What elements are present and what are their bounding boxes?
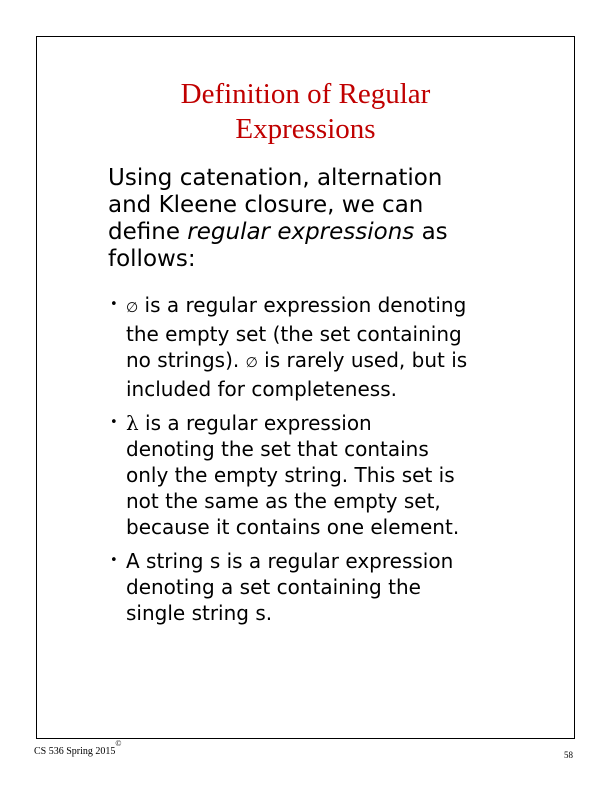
intro-line-1: Using catenation, alternation xyxy=(108,165,443,191)
empty-set-line-3-start: no strings). xyxy=(126,348,246,372)
lambda-line-2: denoting the set that contains xyxy=(126,437,429,461)
regular-expressions-emphasis: regular expressions xyxy=(187,219,415,245)
empty-set-line-1 xyxy=(126,292,548,321)
lambda-line-4: not the same as the empty set, xyxy=(126,489,441,513)
page-number: 58 xyxy=(564,750,573,760)
lambda-line-1-text: is a regular expression xyxy=(138,411,372,435)
string-line-3 xyxy=(126,600,548,626)
string-line-3-end: . xyxy=(265,601,273,625)
lambda-symbol: λ xyxy=(126,411,139,435)
empty-set-line-2: the empty set (the set containing xyxy=(126,322,462,346)
empty-set-line-1-text: is a regular expression denoting xyxy=(138,293,467,317)
string-line-1-end: is a regular expression xyxy=(220,549,454,573)
empty-set-line-3-end: is rarely used, but is xyxy=(257,348,468,372)
empty-set-line-3 xyxy=(126,347,548,376)
string-line-1-start: A string xyxy=(126,549,210,573)
string-variable-s-second: s xyxy=(255,601,266,625)
slide-title-line-1: Definition of Regular xyxy=(180,78,431,110)
bullet-dot-icon: • xyxy=(110,553,118,568)
intro-line-3-start: define xyxy=(108,219,188,245)
intro-line-3-end: as xyxy=(414,219,448,245)
list-item-empty-set xyxy=(108,292,548,402)
lambda-line-3: only the empty string. This set is xyxy=(126,463,455,487)
empty-set-symbol: ∅ xyxy=(126,300,139,316)
bullet-dot-icon: • xyxy=(110,297,118,312)
empty-set-line-4: included for completeness. xyxy=(126,377,397,401)
intro-paragraph xyxy=(108,165,538,273)
intro-line-2: and Kleene closure, we can xyxy=(108,192,424,218)
string-variable-s: s xyxy=(209,549,221,573)
empty-set-symbol-inline: ∅ xyxy=(245,355,258,371)
copyright-icon: © xyxy=(115,739,122,748)
list-item-string xyxy=(108,548,548,626)
intro-line-3 xyxy=(108,219,538,246)
course-footer xyxy=(34,739,122,757)
lambda-line-5: because it contains one element. xyxy=(126,515,460,539)
slide-title-line-2: Expressions xyxy=(235,113,376,145)
list-item-lambda xyxy=(108,410,548,540)
intro-line-4: follows: xyxy=(108,246,196,272)
course-label: CS 536 Spring 2015 xyxy=(34,746,116,757)
string-line-3-start: single string xyxy=(126,601,256,625)
definition-list xyxy=(108,292,548,634)
string-line-2: denoting a set containing the xyxy=(126,575,421,599)
bullet-dot-icon: • xyxy=(110,415,118,430)
lambda-line-1 xyxy=(126,410,548,436)
string-line-1 xyxy=(126,548,548,574)
